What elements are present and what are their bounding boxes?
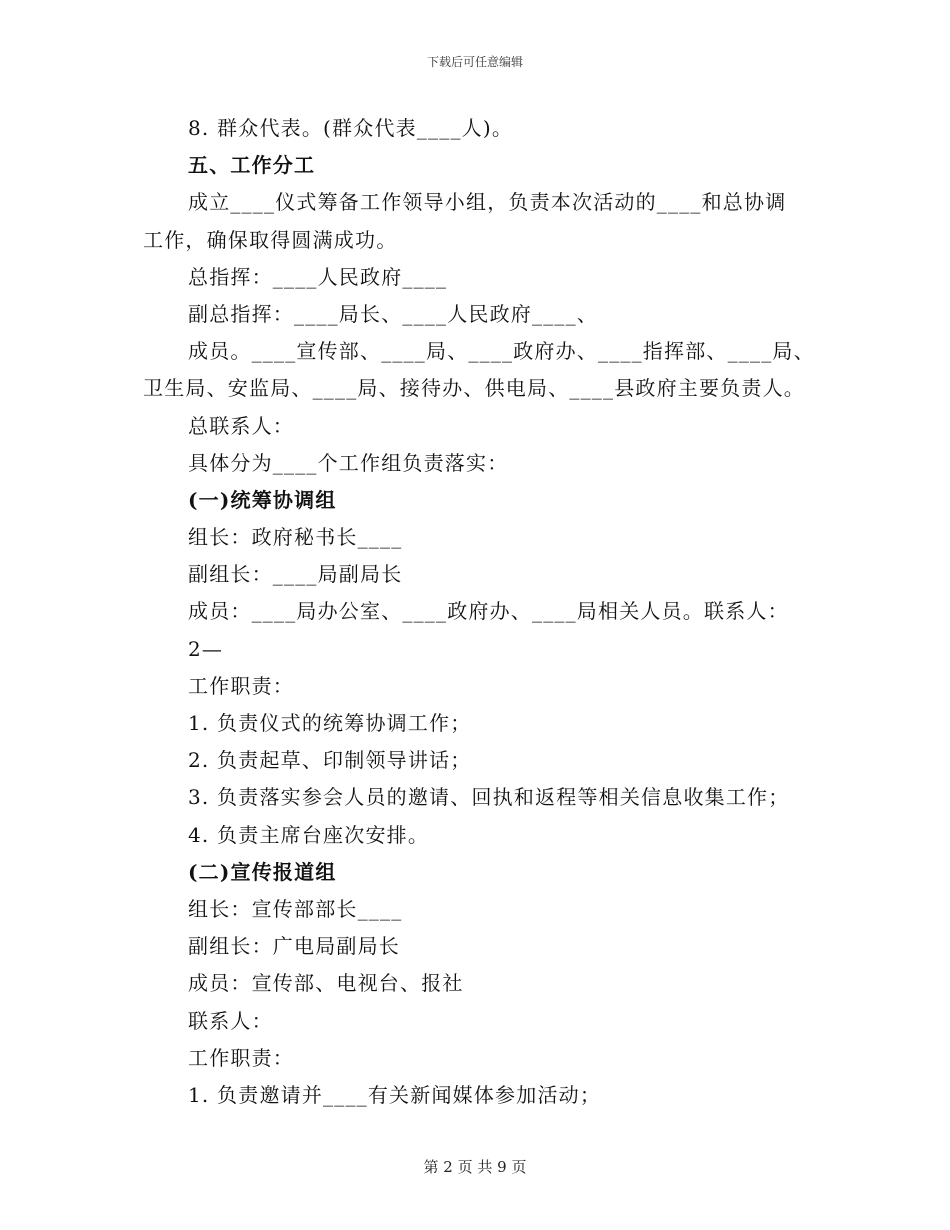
paragraph-line: 具体分为____个工作组负责落实： xyxy=(188,450,509,475)
paragraph-line: 卫生局、安监局、____局、接待办、供电局、____县政府主要负责人。 xyxy=(143,376,805,401)
paragraph-line: 成员：宣传部、电视台、报社 xyxy=(188,971,464,996)
paragraph-line: 副组长：广电局副局长 xyxy=(188,934,400,959)
list-item: 3. 负责落实参会人员的邀请、回执和返程等相关信息收集工作； xyxy=(188,785,790,810)
paragraph-line: 总指挥：____人民政府____ xyxy=(188,264,448,289)
list-item: 1. 负责邀请并____有关新闻媒体参加活动； xyxy=(188,1082,602,1107)
paragraph-line: 成员：____局办公室、____政府办、____局相关人员。联系人： xyxy=(188,599,789,624)
paragraph-line: 工作职责： xyxy=(188,673,294,698)
document-body xyxy=(143,110,813,1114)
paragraph-line: 2— xyxy=(188,636,224,661)
page-footer: 第 2 页 共 9 页 xyxy=(423,1158,527,1176)
list-item: 1. 负责仪式的统筹协调工作； xyxy=(188,711,472,735)
list-item: 8. 群众代表。(群众代表____人)。 xyxy=(188,116,514,140)
page-header: 下载后可任意编辑 xyxy=(426,55,523,69)
paragraph-line: 组长：政府秘书长____ xyxy=(188,525,403,550)
paragraph-line: 副总指挥：____局长、____人民政府____、 xyxy=(188,301,598,326)
paragraph-line: 联系人： xyxy=(188,1008,273,1033)
paragraph-line: 工作职责： xyxy=(188,1045,294,1070)
paragraph-line: 副组长：____局副局长 xyxy=(188,562,403,587)
list-item: 4. 负责主席台座次安排。 xyxy=(188,822,430,847)
paragraph-line: 组长：宣传部部长____ xyxy=(188,896,403,921)
paragraph-line: 总联系人： xyxy=(188,413,294,438)
list-item: 2. 负责起草、印制领导讲话； xyxy=(188,748,472,773)
subsection-heading: (一)统筹协调组 xyxy=(188,487,337,512)
paragraph-line: 工作，确保取得圆满成功。 xyxy=(143,227,398,252)
section-heading: 五、工作分工 xyxy=(188,153,316,178)
paragraph-line: 成员。____宣传部、____局、____政府办、____指挥部、____局、 xyxy=(188,339,815,364)
paragraph-line: 成立____仪式筹备工作领导小组，负责本次活动的____和总协调 xyxy=(188,190,787,215)
subsection-heading: (二)宣传报道组 xyxy=(188,859,337,884)
